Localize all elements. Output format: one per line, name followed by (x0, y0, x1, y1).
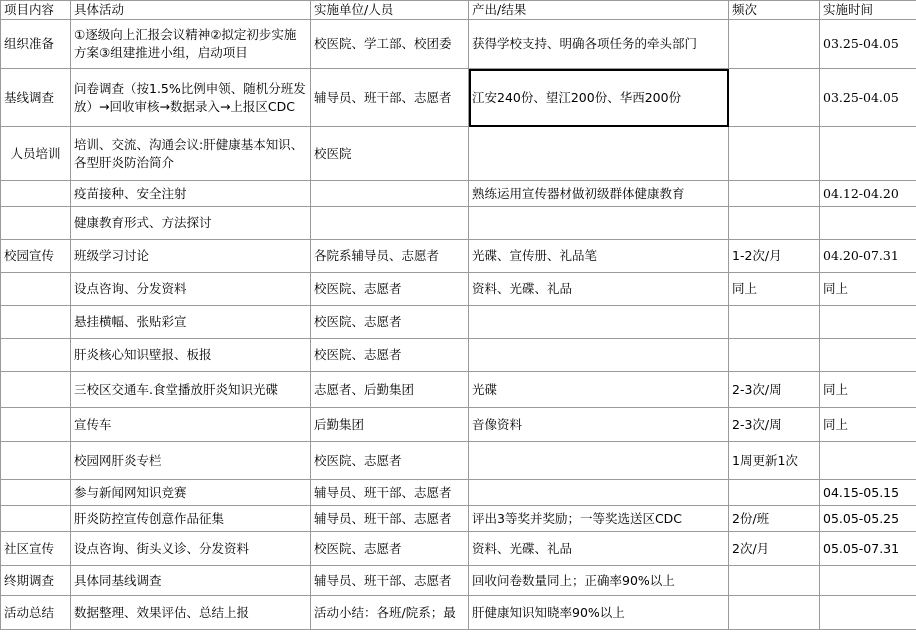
output-cell[interactable] (469, 339, 729, 372)
unit-cell[interactable]: 校医院、学工部、校团委 (311, 20, 469, 69)
time-cell[interactable]: 04.15-05.15 (820, 480, 916, 506)
table-row (1, 408, 916, 442)
time-cell[interactable]: 04.20-07.31 (820, 240, 916, 273)
output-cell[interactable] (469, 207, 729, 240)
unit-cell[interactable]: 活动小结：各班/院系；最 (311, 596, 469, 630)
activity-cell[interactable]: 健康教育形式、方法探讨 (71, 207, 311, 240)
output-cell[interactable]: 回收问卷数量同上；正确率90%以上 (469, 566, 729, 596)
frequency-cell[interactable]: 1-2次/月 (729, 240, 820, 273)
output-cell[interactable]: 光碟、宣传册、礼品笔 (469, 240, 729, 273)
header-category[interactable]: 项目内容 (1, 1, 71, 20)
header-time[interactable]: 实施时间 (820, 1, 916, 20)
activity-cell[interactable]: 设点咨询、街头义诊、分发资料 (71, 532, 311, 566)
activity-cell[interactable]: 校园网肝炎专栏 (71, 442, 311, 480)
category-cell[interactable]: 组织准备 (1, 20, 71, 69)
activity-cell[interactable]: 培训、交流、沟通会议:肝健康基本知识、各型肝炎防治简介 (71, 127, 311, 181)
table-row (1, 306, 916, 339)
table-row (1, 20, 916, 69)
frequency-cell[interactable]: 同上 (729, 273, 820, 306)
time-cell[interactable] (820, 127, 916, 181)
unit-cell[interactable]: 辅导员、班干部、志愿者 (311, 566, 469, 596)
output-cell[interactable]: 肝健康知识知晓率90%以上 (469, 596, 729, 630)
category-cell[interactable]: 校园宣传 (1, 240, 71, 273)
table-row (1, 442, 916, 480)
category-cell[interactable]: 活动总结 (1, 596, 71, 630)
category-cell[interactable] (1, 181, 71, 207)
output-cell[interactable] (469, 480, 729, 506)
header-output[interactable]: 产出/结果 (469, 1, 729, 20)
frequency-cell[interactable] (729, 127, 820, 181)
category-cell[interactable] (1, 506, 71, 532)
activity-cell[interactable]: ①逐级向上汇报会议精神②拟定初步实施方案③组建推进小组，启动项目 (71, 20, 311, 69)
output-cell[interactable] (469, 442, 729, 480)
frequency-cell[interactable]: 2-3次/周 (729, 372, 820, 408)
unit-cell[interactable] (311, 207, 469, 240)
frequency-cell[interactable]: 2次/月 (729, 532, 820, 566)
header-activity[interactable]: 具体活动 (71, 1, 311, 20)
time-cell[interactable]: 同上 (820, 372, 916, 408)
unit-cell[interactable]: 校医院、志愿者 (311, 339, 469, 372)
frequency-cell[interactable] (729, 207, 820, 240)
time-cell[interactable]: 03.25-04.05 (820, 69, 916, 127)
output-cell[interactable]: 评出3等奖并奖励；一等奖选送区CDC (469, 506, 729, 532)
output-cell[interactable]: 音像资料 (469, 408, 729, 442)
time-cell[interactable] (820, 442, 916, 480)
category-cell[interactable] (1, 306, 71, 339)
frequency-cell[interactable] (729, 306, 820, 339)
activity-cell[interactable]: 悬挂横幅、张贴彩宣 (71, 306, 311, 339)
activity-cell[interactable]: 宣传车 (71, 408, 311, 442)
time-cell[interactable]: 同上 (820, 408, 916, 442)
time-cell[interactable] (820, 306, 916, 339)
time-cell[interactable]: 05.05-05.25 (820, 506, 916, 532)
table-row (1, 181, 916, 207)
time-cell[interactable]: 03.25-04.05 (820, 20, 916, 69)
output-cell-selected[interactable]: 江安240份、望江200份、华西200份 (469, 69, 729, 127)
activity-cell[interactable]: 三校区交通车.食堂播放肝炎知识光碟 (71, 372, 311, 408)
table-row (1, 480, 916, 506)
activity-cell[interactable]: 具体同基线调查 (71, 566, 311, 596)
table-row (1, 69, 916, 127)
activity-cell[interactable]: 肝炎防控宣传创意作品征集 (71, 506, 311, 532)
activity-cell[interactable]: 设点咨询、分发资料 (71, 273, 311, 306)
time-cell[interactable] (820, 207, 916, 240)
unit-cell[interactable]: 辅导员、班干部、志愿者 (311, 480, 469, 506)
unit-cell[interactable]: 志愿者、后勤集团 (311, 372, 469, 408)
table-row (1, 372, 916, 408)
category-cell[interactable] (1, 480, 71, 506)
activity-cell[interactable]: 数据整理、效果评估、总结上报 (71, 596, 311, 630)
unit-cell[interactable]: 校医院 (311, 127, 469, 181)
time-cell[interactable]: 04.12-04.20 (820, 181, 916, 207)
time-cell[interactable]: 05.05-07.31 (820, 532, 916, 566)
time-cell[interactable] (820, 596, 916, 630)
category-cell[interactable] (1, 207, 71, 240)
output-cell[interactable]: 资料、光碟、礼品 (469, 532, 729, 566)
output-cell[interactable] (469, 306, 729, 339)
category-cell[interactable]: 终期调查 (1, 566, 71, 596)
frequency-cell[interactable] (729, 339, 820, 372)
output-cell[interactable]: 获得学校支持、明确各项任务的牵头部门 (469, 20, 729, 69)
table-row (1, 566, 916, 596)
activity-cell[interactable]: 参与新闻网知识竞赛 (71, 480, 311, 506)
output-cell[interactable]: 熟练运用宣传器材做初级群体健康教育 (469, 181, 729, 207)
table-row (1, 339, 916, 372)
table-row (1, 240, 916, 273)
category-cell[interactable] (1, 442, 71, 480)
category-cell[interactable]: 社区宣传 (1, 532, 71, 566)
category-cell[interactable] (1, 408, 71, 442)
unit-cell[interactable]: 校医院、志愿者 (311, 442, 469, 480)
activity-cell[interactable]: 肝炎核心知识壁报、板报 (71, 339, 311, 372)
table-row (1, 596, 916, 630)
table-row (1, 273, 916, 306)
table-row (1, 506, 916, 532)
frequency-cell[interactable] (729, 596, 820, 630)
frequency-cell[interactable]: 2-3次/周 (729, 408, 820, 442)
unit-cell[interactable]: 校医院、志愿者 (311, 273, 469, 306)
time-cell[interactable] (820, 566, 916, 596)
frequency-cell[interactable] (729, 181, 820, 207)
unit-cell[interactable]: 校医院、志愿者 (311, 532, 469, 566)
category-cell[interactable]: 基线调查 (1, 69, 71, 127)
category-cell[interactable] (1, 372, 71, 408)
frequency-cell[interactable] (729, 566, 820, 596)
frequency-cell[interactable] (729, 69, 820, 127)
frequency-cell[interactable]: 2份/班 (729, 506, 820, 532)
unit-cell[interactable]: 校医院、志愿者 (311, 306, 469, 339)
time-cell[interactable] (820, 339, 916, 372)
table-row (1, 207, 916, 240)
activity-cell[interactable]: 问卷调查（按1.5%比例申领、随机分班发放）→回收审核→数据录入→上报区CDC (71, 69, 311, 127)
activity-cell[interactable]: 疫苗接种、安全注射 (71, 181, 311, 207)
frequency-cell[interactable] (729, 480, 820, 506)
header-frequency[interactable]: 频次 (729, 1, 820, 20)
table-row (1, 127, 916, 181)
table-row (1, 532, 916, 566)
header-unit[interactable]: 实施单位/人员 (311, 1, 469, 20)
time-cell[interactable]: 同上 (820, 273, 916, 306)
output-cell[interactable]: 光碟 (469, 372, 729, 408)
unit-cell[interactable] (311, 181, 469, 207)
unit-cell[interactable]: 辅导员、班干部、志愿者 (311, 69, 469, 127)
output-cell[interactable] (469, 127, 729, 181)
activity-cell[interactable]: 班级学习讨论 (71, 240, 311, 273)
output-cell[interactable]: 资料、光碟、礼品 (469, 273, 729, 306)
frequency-cell[interactable] (729, 20, 820, 69)
unit-cell[interactable]: 后勤集团 (311, 408, 469, 442)
category-cell[interactable] (1, 339, 71, 372)
category-cell[interactable]: 人员培训 (1, 127, 71, 181)
unit-cell[interactable]: 辅导员、班干部、志愿者 (311, 506, 469, 532)
frequency-cell[interactable]: 1周更新1次 (729, 442, 820, 480)
header-row (1, 1, 916, 20)
unit-cell[interactable]: 各院系辅导员、志愿者 (311, 240, 469, 273)
category-cell[interactable] (1, 273, 71, 306)
